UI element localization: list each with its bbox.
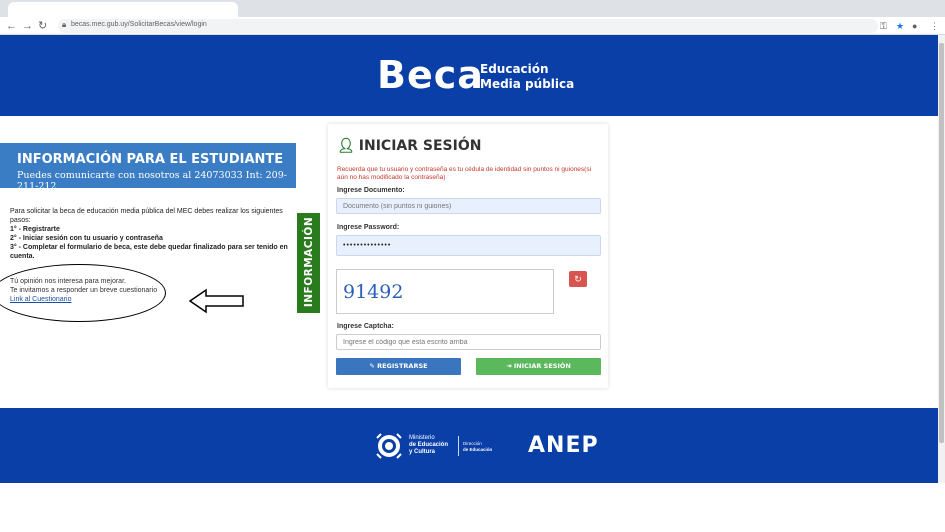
info-side-tab[interactable] xyxy=(297,213,320,313)
questionnaire-link[interactable]: Link al Cuestionario xyxy=(10,296,72,303)
left-arrow-icon xyxy=(188,288,246,314)
ministry-line3: y Cultura xyxy=(409,449,436,455)
address-bar[interactable] xyxy=(58,19,878,33)
star-icon[interactable]: ★ xyxy=(896,21,905,31)
ministry-line2: de Educación xyxy=(409,442,449,448)
captcha-label: Ingrese Captcha: xyxy=(337,323,394,330)
document-input[interactable] xyxy=(336,198,601,214)
lock-icon: 🔒︎ xyxy=(62,20,67,29)
menu-icon[interactable]: ⋮ xyxy=(930,21,939,31)
info-steps xyxy=(10,207,292,261)
step-3: 3° - Completar el formulario de beca, este debe quedar finalizado para ser tenido en cuenta. xyxy=(10,244,288,260)
direction-label xyxy=(463,441,492,453)
header-subtitle xyxy=(480,62,574,92)
password-input[interactable] xyxy=(336,235,601,256)
footer-divider xyxy=(458,436,459,456)
ministry-line1: Ministerio xyxy=(409,435,435,441)
site-header xyxy=(0,35,938,116)
user-icon: 👤︎ xyxy=(337,138,355,154)
login-card xyxy=(328,124,608,388)
forward-icon[interactable]: → xyxy=(22,20,33,32)
browser-toolbar xyxy=(0,17,945,35)
login-title xyxy=(337,138,481,154)
register-button[interactable] xyxy=(336,358,461,375)
opinion-line2: Te invitamos a responder un breve cuestionario xyxy=(10,287,158,294)
reload-icon[interactable]: ↻ xyxy=(38,20,48,32)
subtitle-line1: Educación xyxy=(480,62,549,76)
sign-in-icon: ⇥ xyxy=(506,362,514,370)
login-hint: Recuerda que tu usuario y contraseña es tu cédula de identidad sin puntos ni guiones(si aún no has modificado la contraseña) xyxy=(337,166,592,181)
direction-line1: Dirección xyxy=(463,441,482,446)
captcha-code: 91492 xyxy=(343,281,404,303)
info-phone: Puedes comunicarte con nosotros al 24073033 Int: 209-211-212 xyxy=(17,170,287,192)
opinion-line1: Tú opinión nos interesa para mejorar. xyxy=(10,278,126,285)
site-footer xyxy=(0,408,938,483)
back-icon[interactable]: ← xyxy=(6,20,17,32)
login-label: INICIAR SESIÓN xyxy=(513,362,571,370)
subtitle-line2: Media pública xyxy=(480,77,575,91)
ministry-label xyxy=(409,435,448,456)
register-label: REGISTRARSE xyxy=(377,362,428,370)
refresh-icon: ↻ xyxy=(574,274,582,284)
browser-tab-strip xyxy=(0,0,945,17)
url-text: becas.mec.gub.uy/SolicitarBecas/view/login xyxy=(71,21,207,28)
info-header xyxy=(0,143,296,192)
login-title-text: INICIAR SESIÓN xyxy=(358,138,482,154)
info-intro: Para solicitar la beca de educación media pública del MEC debes realizar los siguientes pasos: xyxy=(10,208,283,224)
highlight-ellipse xyxy=(0,264,166,322)
beca-logo: Beca xyxy=(377,53,484,97)
page-scrollbar[interactable] xyxy=(938,35,945,483)
password-label: Ingrese Password: xyxy=(337,224,400,231)
login-button[interactable] xyxy=(476,358,601,375)
key-icon[interactable]: ⚿ xyxy=(880,21,887,31)
captcha-image xyxy=(336,269,554,314)
step-1: 1° - Registrarte xyxy=(10,226,60,233)
info-side-tab-label: INFORMACIÓN xyxy=(303,216,315,308)
info-title: INFORMACIÓN PARA EL ESTUDIANTE xyxy=(17,152,284,167)
edit-icon: ✎ xyxy=(369,362,378,370)
step-2: 2° - Iniciar sesión con tu usuario y contraseña xyxy=(10,235,163,242)
scroll-thumb[interactable] xyxy=(939,43,944,443)
browser-tab[interactable] xyxy=(8,2,238,17)
direction-line2: de Educación xyxy=(463,447,493,452)
captcha-input[interactable] xyxy=(336,334,601,350)
uruguay-seal-icon xyxy=(374,430,404,462)
refresh-captcha-button[interactable] xyxy=(569,271,587,287)
anep-logo: ANEP xyxy=(528,433,599,458)
document-label: Ingrese Documento: xyxy=(337,187,405,194)
profile-icon[interactable]: ● xyxy=(912,21,918,31)
